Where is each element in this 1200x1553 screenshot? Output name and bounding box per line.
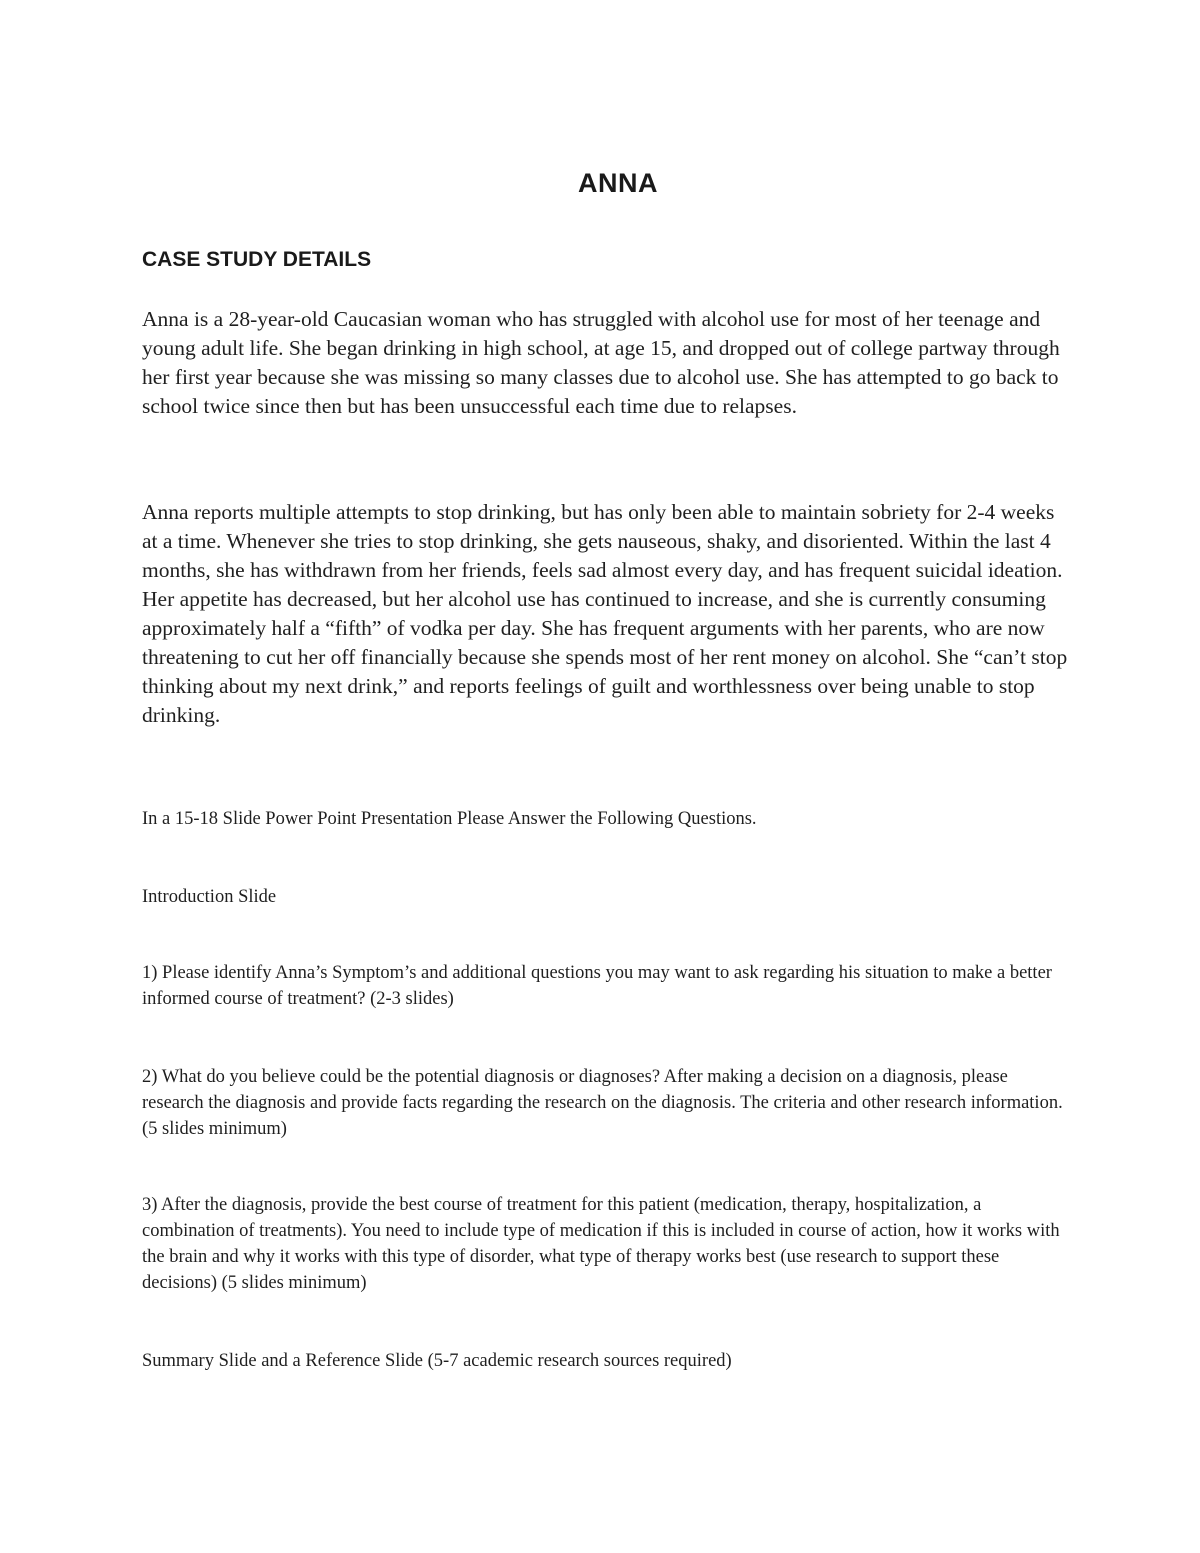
question-1: 1) Please identify Anna’s Symptom’s and additional questions you may want to ask regarding his situation to make a better informed course of treatment? (2-3 slides) [142, 963, 1052, 1009]
question-3: 3) After the diagnosis, provide the best course of treatment for this patient (medication, therapy, hospitalization, a combination of treatments). You need to include type of medication if this is included in course of action, how it works with the brain and why it works with this type of disorder, what type of therapy works best (use research to support these decisions) (5 slides minimum) [142, 1195, 1060, 1293]
question-2: 2) What do you believe could be the potential diagnosis or diagnoses? After making a decision on a diagnosis, please research the diagnosis and provide facts regarding the research on the diagnosis. The criteria and other research information. (5 slides minimum) [142, 1067, 1063, 1139]
case-paragraph-2: Anna reports multiple attempts to stop drinking, but has only been able to maintain sobriety for 2-4 weeks at a time. Whenever she tries to stop drinking, she gets nauseous, shaky, and disoriented. Within the last 4 months, she has withdrawn from her friends, feels sad almost every day, and has frequent suicidal ideation. Her appetite has decreased, but her alcohol use has continued to increase, and she is currently consuming approximately half a “fifth” of vodka per day. She has frequent arguments with her parents, who are now threatening to cut her off financially because she spends most of her rent money on alcohol. She “can’t stop thinking about my next drink,” and reports feelings of guilt and worthlessness over being unable to stop drinking. [142, 500, 1068, 727]
case-study-heading: CASE STUDY DETAILS [142, 248, 372, 271]
document-title: ANNA [578, 168, 658, 198]
case-paragraph-1: Anna is a 28-year-old Caucasian woman who has struggled with alcohol use for most of her teenage and young adult life. She began drinking in high school, at age 15, and dropped out of college partway through her first year because she was missing so many classes due to alcohol use. She has attempted to go back to school twice since then but has been unsuccessful each time due to relapses. [142, 307, 1060, 418]
instructions-intro: In a 15-18 Slide Power Point Presentation Please Answer the Following Questions. [142, 809, 757, 829]
summary-reference-item: Summary Slide and a Reference Slide (5-7 academic research sources required) [142, 1351, 732, 1371]
introduction-slide-item: Introduction Slide [142, 887, 277, 907]
